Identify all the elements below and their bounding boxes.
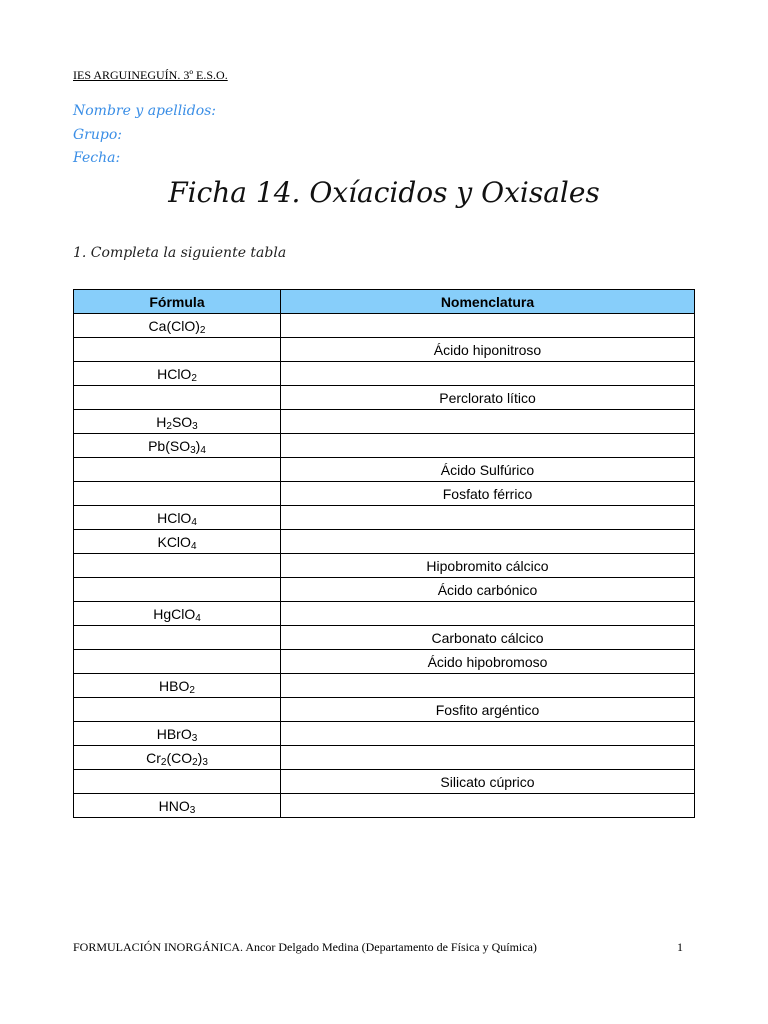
formula-subscript: 3 [192, 420, 198, 432]
table-row [74, 482, 695, 506]
page-number: 1 [677, 940, 683, 954]
formula-text: HNO [158, 797, 190, 814]
nomenclature-cell[interactable] [281, 674, 695, 698]
nomenclature-cell[interactable] [281, 314, 695, 338]
table-row [74, 314, 695, 338]
formula-text: HClO [157, 509, 192, 526]
formula-subscript: 4 [190, 540, 197, 552]
header-nomenclature: Nomenclatura [281, 290, 695, 314]
table-row [74, 698, 695, 722]
formula-subscript: 4 [200, 444, 206, 456]
formula-text: HgClO [153, 605, 196, 622]
nomenclature-cell[interactable] [281, 794, 695, 818]
formula-cell[interactable] [74, 698, 281, 722]
formula-text: SO [171, 413, 193, 430]
formula-cell[interactable] [74, 650, 281, 674]
nomenclature-cell[interactable]: Carbonato cálcico [281, 626, 695, 650]
formula-subscript: 4 [195, 612, 201, 624]
formula-text: ) [197, 749, 203, 766]
formula-text: HClO [157, 365, 192, 382]
formula-subscript: 3 [191, 732, 198, 744]
formula-cell[interactable] [74, 434, 281, 458]
formula-cell[interactable] [74, 362, 281, 386]
table-row [74, 458, 695, 482]
formula-subscript: 3 [202, 756, 208, 768]
nomenclature-cell[interactable] [281, 434, 695, 458]
table-header-row [74, 290, 695, 314]
table-row [74, 554, 695, 578]
table-row [74, 674, 695, 698]
table-row [74, 746, 695, 770]
formula-subscript: 2 [160, 756, 167, 768]
nomenclature-cell[interactable] [281, 410, 695, 434]
table-row [74, 362, 695, 386]
nomenclature-cell[interactable]: Ácido carbónico [281, 578, 695, 602]
table-body [74, 314, 695, 818]
nomenclature-cell[interactable]: Silicato cúprico [281, 770, 695, 794]
instruction-text: 1. Completa la siguiente tabla [73, 245, 287, 261]
formula-cell[interactable] [74, 386, 281, 410]
formula-subscript: 2 [166, 420, 172, 432]
formula-table [73, 289, 695, 818]
formula-text: HBrO [156, 725, 192, 742]
formula-cell[interactable] [74, 410, 281, 434]
nomenclature-cell[interactable] [281, 602, 695, 626]
table-row [74, 578, 695, 602]
formula-cell[interactable] [74, 506, 281, 530]
table-row [74, 794, 695, 818]
nomenclature-cell[interactable] [281, 530, 695, 554]
table-row [74, 506, 695, 530]
formula-text: Ca(ClO) [148, 317, 200, 334]
nomenclature-cell[interactable]: Hipobromito cálcico [281, 554, 695, 578]
header-formula: Fórmula [74, 290, 281, 314]
formula-text: ) [195, 437, 201, 454]
table-row [74, 770, 695, 794]
formula-cell[interactable] [74, 578, 281, 602]
footer-text: FORMULACIÓN INORGÁNICA. Ancor Delgado Medina (Departamento de Física y Química) [73, 940, 537, 954]
nomenclature-cell[interactable]: Ácido hiponitroso [281, 338, 695, 362]
formula-cell[interactable] [74, 722, 281, 746]
table-row [74, 722, 695, 746]
nomenclature-cell[interactable]: Ácido hipobromoso [281, 650, 695, 674]
table-row [74, 386, 695, 410]
nomenclature-cell[interactable]: Fosfato férrico [281, 482, 695, 506]
page-title: Ficha 14. Oxíacidos y Oxisales [168, 176, 600, 209]
formula-subscript: 2 [199, 324, 206, 336]
formula-text: HBO [159, 677, 190, 694]
table-row [74, 434, 695, 458]
formula-text: (CO [166, 749, 193, 766]
formula-cell[interactable] [74, 338, 281, 362]
formula-text: KClO [157, 533, 191, 550]
formula-cell[interactable] [74, 602, 281, 626]
formula-subscript: 3 [190, 444, 196, 456]
table-row [74, 650, 695, 674]
table-row [74, 626, 695, 650]
formula-cell[interactable] [74, 794, 281, 818]
formula-cell[interactable] [74, 314, 281, 338]
formula-subscript: 4 [191, 516, 197, 528]
formula-text: Cr [146, 749, 161, 766]
school-header: IES ARGUINEGUÍN. 3º E.S.O. [73, 68, 228, 82]
formula-subscript: 3 [189, 804, 196, 816]
formula-text: Pb(SO [148, 437, 191, 454]
date-field-label: Fecha: [73, 150, 121, 166]
nomenclature-cell[interactable] [281, 362, 695, 386]
nomenclature-cell[interactable]: Perclorato lítico [281, 386, 695, 410]
name-field-label: Nombre y apellidos: [73, 103, 217, 119]
nomenclature-cell[interactable] [281, 746, 695, 770]
page-footer [73, 940, 683, 955]
formula-subscript: 2 [189, 684, 195, 696]
formula-cell[interactable] [74, 770, 281, 794]
formula-cell[interactable] [74, 746, 281, 770]
formula-cell[interactable] [74, 482, 281, 506]
table-row [74, 530, 695, 554]
formula-cell[interactable] [74, 554, 281, 578]
formula-cell[interactable] [74, 458, 281, 482]
formula-subscript: 2 [191, 372, 197, 384]
nomenclature-cell[interactable]: Fosfito argéntico [281, 698, 695, 722]
formula-text: H [156, 413, 167, 430]
formula-cell[interactable] [74, 626, 281, 650]
nomenclature-cell[interactable] [281, 506, 695, 530]
formula-subscript: 2 [192, 756, 198, 768]
formula-cell[interactable] [74, 674, 281, 698]
group-field-label: Grupo: [73, 127, 122, 143]
nomenclature-cell[interactable] [281, 722, 695, 746]
table-row [74, 410, 695, 434]
table-row [74, 338, 695, 362]
table-row [74, 602, 695, 626]
nomenclature-cell[interactable]: Ácido Sulfúrico [281, 458, 695, 482]
formula-cell[interactable] [74, 530, 281, 554]
